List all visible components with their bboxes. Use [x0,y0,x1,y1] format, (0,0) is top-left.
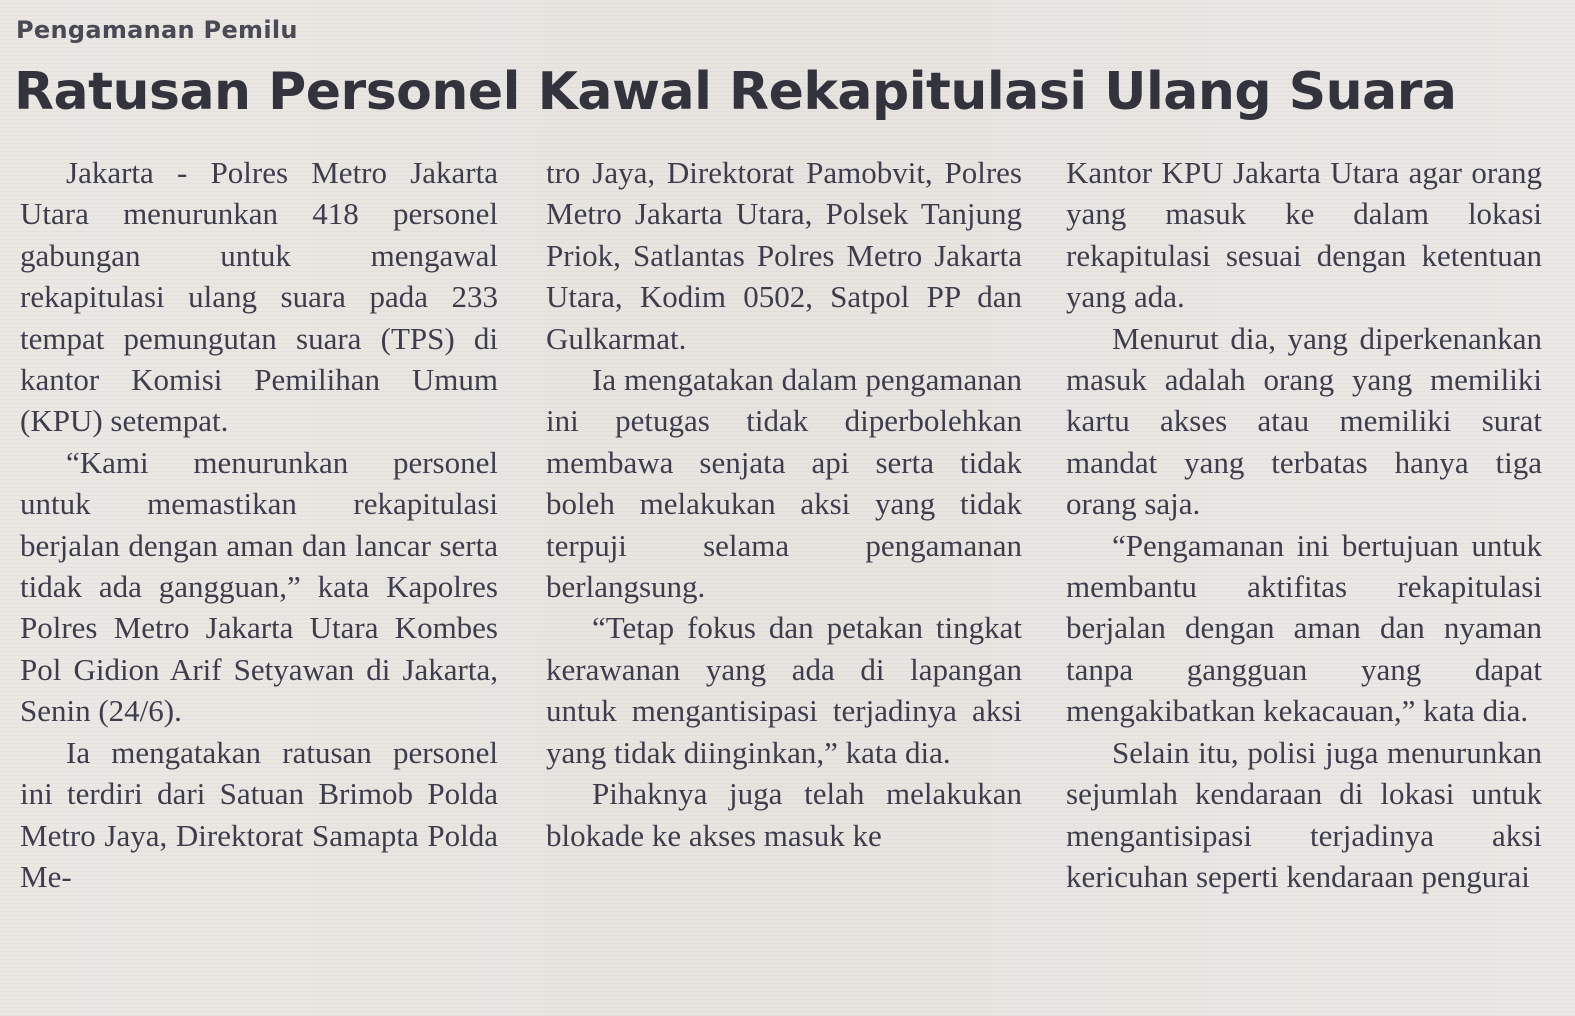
paragraph: “Kami menurunkan personel untuk memastikan rekapitulasi berjalan dengan aman dan lancar serta tidak ada gangguan,” kata Kapolres Polres Metro Jakarta Utara Kombes Pol Gidion Arif Setyawan di Jakarta, Senin (24/6). [20,444,498,729]
paragraph: Ia mengatakan dalam pengamanan ini petugas tidak diperbolehkan membawa senjata api serta tidak boleh melakukan aksi yang tidak terpuji selama pengamanan berlangsung. [546,362,1022,605]
paragraph: “Tetap fokus dan petakan tingkat kerawanan yang ada di lapangan untuk mengantisipasi terjadinya aksi yang tidak diinginkan,” kata dia. [546,610,1022,770]
paragraph: Jakarta - Polres Metro Jakarta Utara menurunkan 418 personel gabungan untuk mengawal rekapitulasi ulang suara pada 233 tempat pemungutan suara (TPS) di kantor Komisi Pemilihan Umum (KPU) setempat. [20,155,498,439]
paragraph: Menurut dia, yang diperkenankan masuk adalah orang yang memiliki kartu akses atau memiliki surat mandat yang terbatas hanya tiga orang saja. [1066,320,1542,522]
paragraph: Kantor KPU Jakarta Utara agar orang yang masuk ke dalam lokasi rekapitulasi sesuai dengan ketentuan yang ada. [1066,155,1542,315]
paragraph: Pihaknya juga telah melakukan blokade ke akses masuk ke [546,776,1022,853]
paragraph: Ia mengatakan ratusan personel ini terdiri dari Satuan Brimob Polda Metro Jaya, Direktorat Samapta Polda Me- [20,734,498,894]
paragraph: “Pengamanan ini bertujuan untuk membantu aktifitas rekapitulasi berjalan dengan aman dan nyaman tanpa gangguan yang dapat mengakibatkan kekacauan,” kata dia. [1066,527,1542,729]
article-column-3 [1066,152,1542,992]
article-column-1 [20,152,498,992]
article-column-2 [546,152,1022,992]
paragraph: tro Jaya, Direktorat Pamobvit, Polres Metro Jakarta Utara, Polsek Tanjung Priok, Satlantas Polres Metro Jakarta Utara, Kodim 0502, Satpol PP dan Gulkarmat. [546,155,1022,356]
headline: Ratusan Personel Kawal Rekapitulasi Ulang Suara [14,62,1457,122]
section-kicker: Pengamanan Pemilu [16,16,298,44]
paragraph: Selain itu, polisi juga menurunkan sejumlah kendaraan di lokasi untuk mengantisipasi terjadinya aksi kericuhan seperti kendaraan pengurai [1066,734,1542,894]
